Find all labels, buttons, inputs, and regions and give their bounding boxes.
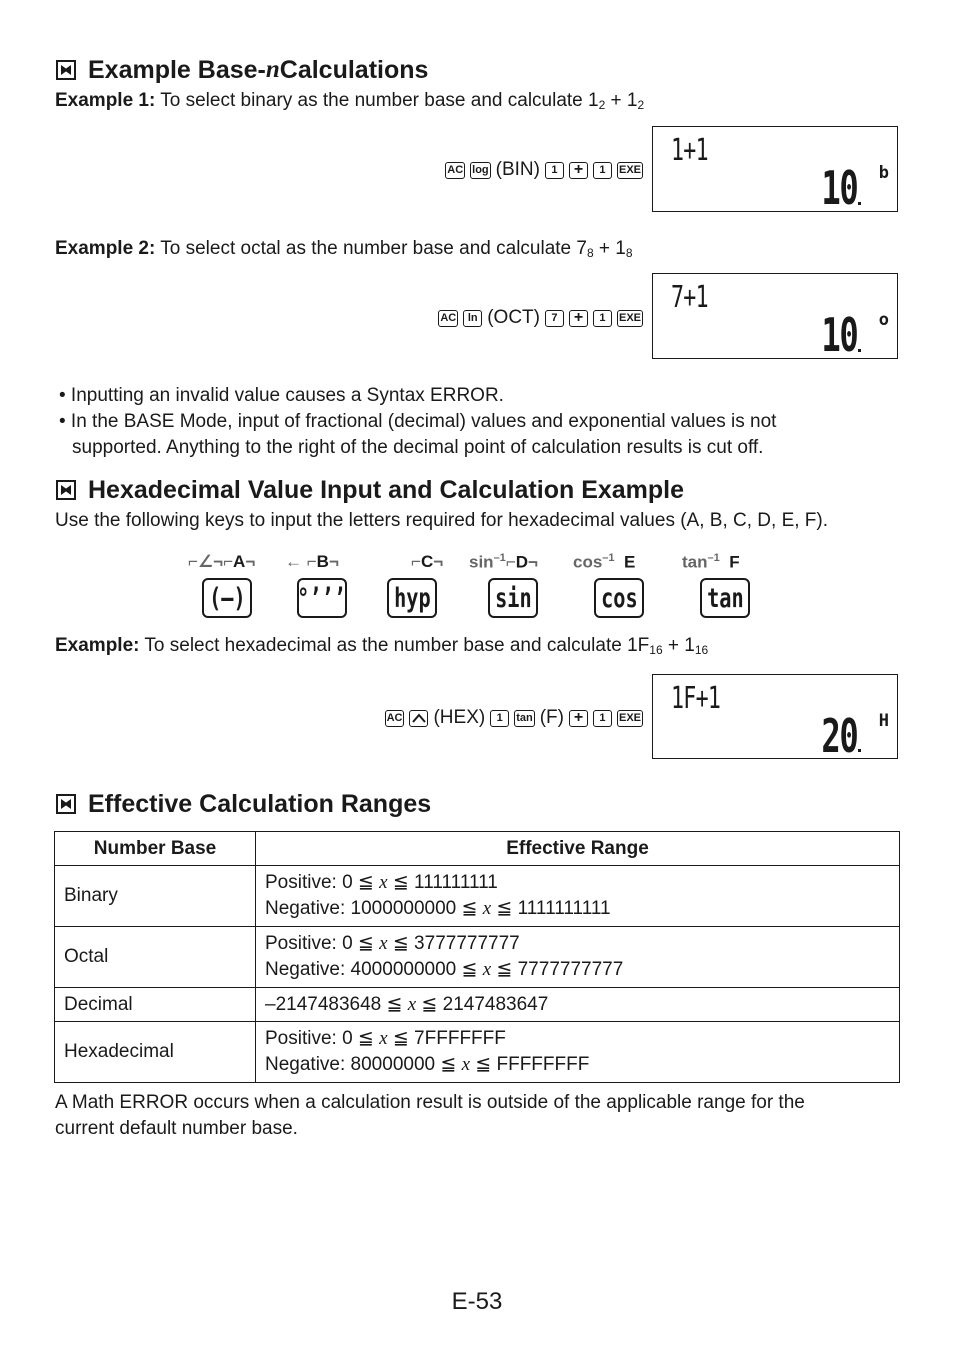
key-label-c: ⌐C¬ [411,552,444,571]
range-cell: Positive: 0 ≦ x ≦ 7FFFFFFF Negative: 80000000 ≦ x ≦ FFFFFFFF [256,1022,900,1083]
lcd-decimal-point [858,349,861,352]
column-header: Effective Range [256,832,900,866]
lcd-decimal-point [858,749,861,752]
digit-1-key: 1 [593,162,612,179]
note-item-continued: supported. Anything to the right of the decimal point of calculation results is cut off. [72,437,764,458]
range-cell: –2147483648 ≦ x ≦ 2147483647 [256,988,900,1022]
tan-key: tan [700,578,750,618]
section-bullet-icon [56,794,76,814]
key-label-f: $\tan^{-1} F$ [682,552,740,572]
lcd-display-hexadecimal [652,674,898,763]
caret-key [409,710,428,727]
table-row [55,927,900,988]
lcd-base-indicator: b [878,163,889,183]
plus-key: + [569,710,588,727]
hyp-key: hyp [387,578,437,618]
lcd-input: 1F+1 [671,681,721,716]
table-row [55,988,900,1022]
lcd-base-indicator: H [878,711,889,731]
heading-example-base-n: Example Base- n Calculations [56,55,428,85]
exe-key: EXE [617,310,643,327]
table-row [55,866,900,927]
lcd-decimal-point [858,202,861,205]
lcd-display-binary [652,126,898,215]
lcd-input: 1+1 [671,133,708,168]
lcd-result: 10 [821,308,857,362]
plus-key: + [569,310,588,327]
degree-minute-second-key: °’’’ [297,578,347,618]
notes-list [59,383,776,461]
section-bullet-icon [56,480,76,500]
oct-label: (OCT) [487,307,540,328]
example-2-text: Example 2: To select octal as the number base and calculate $7_8 + 1_8$ [55,238,633,260]
f-label: (F) [539,707,564,728]
column-header: Number Base [55,832,256,866]
note-item: • In the BASE Mode, input of fractional (decimal) values and exponential values is not [59,411,777,432]
table-row [55,1022,900,1083]
range-cell: Positive: 0 ≦ x ≦ 111111111 Negative: 1000000000 ≦ x ≦ 1111111111 [256,866,900,927]
base-cell: Hexadecimal [55,1022,256,1083]
page-number: E-53 [451,1288,503,1315]
ac-key: AC [445,162,465,179]
note-item: • Inputting an invalid value causes a Syntax ERROR. [59,385,504,406]
exe-key: EXE [617,162,643,179]
example-1-key-sequence [445,159,643,181]
base-cell: Decimal [55,988,256,1022]
heading-hexadecimal-input: Hexadecimal Value Input and Calculation Example [56,475,684,505]
key-label-d: $\sin^{-1}⌐D\neg$ [469,552,538,572]
lcd-result: 20 [821,709,857,763]
digit-7-key: 7 [545,310,564,327]
example-2-key-sequence [438,307,643,329]
digit-1-key: 1 [593,710,612,727]
example-1-text: Example 1: To select binary as the number base and calculate $1_2 + 1_2$ [55,90,645,112]
lcd-result: 10 [821,161,857,215]
ac-key: AC [385,710,405,727]
hex-label: (HEX) [433,707,486,728]
section-bullet-icon [56,60,76,80]
lcd-display-octal [652,273,898,362]
key-label-a: ⌐∠¬⌐A¬ [188,552,256,571]
lcd-input: 7+1 [671,280,708,315]
bin-label: (BIN) [495,159,540,180]
table-header-row [55,832,900,866]
lcd-base-indicator: o [878,310,889,330]
hex-intro-text: Use the following keys to input the letters required for hexadecimal values (A, B, C, D, E, F). [55,510,829,531]
math-error-note: A Math ERROR occurs when a calculation result is outside of the applicable range for the current default number base. [55,1092,805,1139]
digit-1-key: 1 [490,710,509,727]
negative-key: (–) [202,578,252,618]
effective-range-table [54,831,900,1083]
heading-effective-ranges: Effective Calculation Ranges [56,789,431,819]
base-cell: Binary [55,866,256,927]
ln-key: ln [463,310,482,327]
cos-key: cos [594,578,644,618]
range-cell: Positive: 0 ≦ x ≦ 3777777777 Negative: 4000000000 ≦ x ≦ 7777777777 [256,927,900,988]
log-key: log [470,162,491,179]
ac-key: AC [438,310,458,327]
key-label-e: $\cos^{-1} E$ [573,552,636,572]
plus-key: + [569,162,588,179]
tan-key: tan [514,710,535,727]
base-cell: Octal [55,927,256,988]
exe-key: EXE [617,710,643,727]
key-label-b: ← ⌐B¬ [285,552,339,571]
sin-key: sin [488,578,538,618]
hex-key-sequence [385,707,643,729]
digit-1-key: 1 [593,310,612,327]
hex-example-text: Example: To select hexadecimal as the number base and calculate $1F_{16} + 1_{16}$ [55,635,709,657]
digit-1-key: 1 [545,162,564,179]
